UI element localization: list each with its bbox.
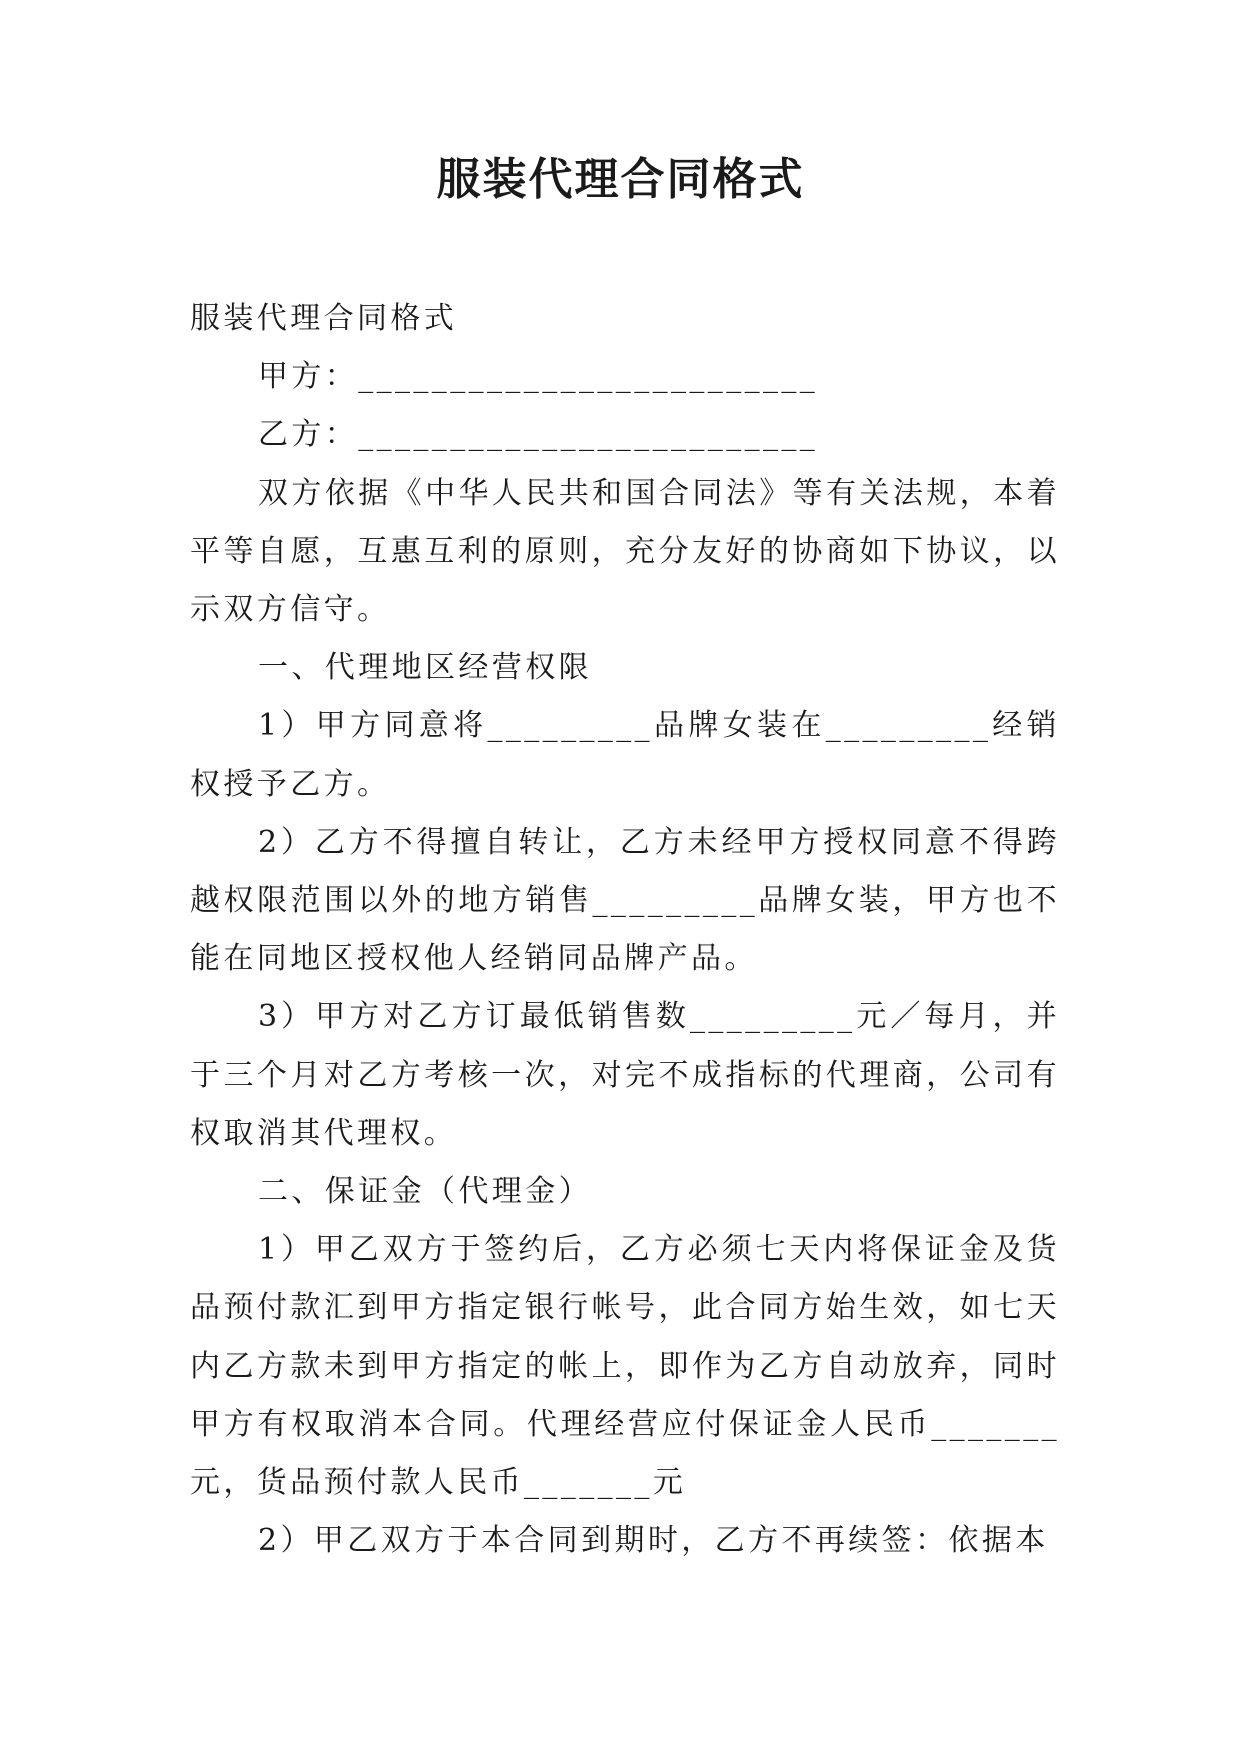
document-title: 服装代理合同格式 — [436, 154, 805, 205]
clause-1-3: 3）甲方对乙方订最低销售数_________元／每月，并于三个月对乙方考核一次，对完不成指标的代理商，公司有权取消其代理权。 — [190, 999, 1060, 1151]
subtitle-paragraph: 服装代理合同格式 — [190, 301, 458, 336]
clause-2-1: 1）甲乙双方于签约后，乙方必须七天内将保证金及货品预付款汇到甲方指定银行帐号，此合同方始生效，如七天内乙方款未到甲方指定的帐上，即作为乙方自动放弃，同时甲方有权取消本合同。代理经营应付保证金人民币_______元，货品预付款人民币_______元 — [190, 1232, 1060, 1501]
document-body — [190, 290, 1060, 1570]
clause-2-2: 2）甲乙双方于本合同到期时，乙方不再续签：依据本 — [258, 1523, 1049, 1559]
section-heading-2: 二、保证金（代理金） — [258, 1174, 592, 1210]
party-b-line: 乙方：_________________________ — [258, 417, 819, 453]
section-heading-1: 一、代理地区经营权限 — [258, 650, 592, 686]
clause-1-1: 1）甲方同意将_________品牌女装在_________经销权授予乙方。 — [190, 708, 1060, 802]
clause-1-2: 2）乙方不得擅自转让，乙方未经甲方授权同意不得跨越权限范围以外的地方销售_________品牌女装，甲方也不能在同地区授权他人经销同品牌产品。 — [190, 824, 1060, 977]
preamble-paragraph: 双方依据《中华人民共和国合同法》等有关法规，本着平等自愿，互惠互利的原则，充分友好的协商如下协议，以示双方信守。 — [190, 475, 1060, 628]
party-a-line: 甲方：_________________________ — [258, 359, 819, 395]
